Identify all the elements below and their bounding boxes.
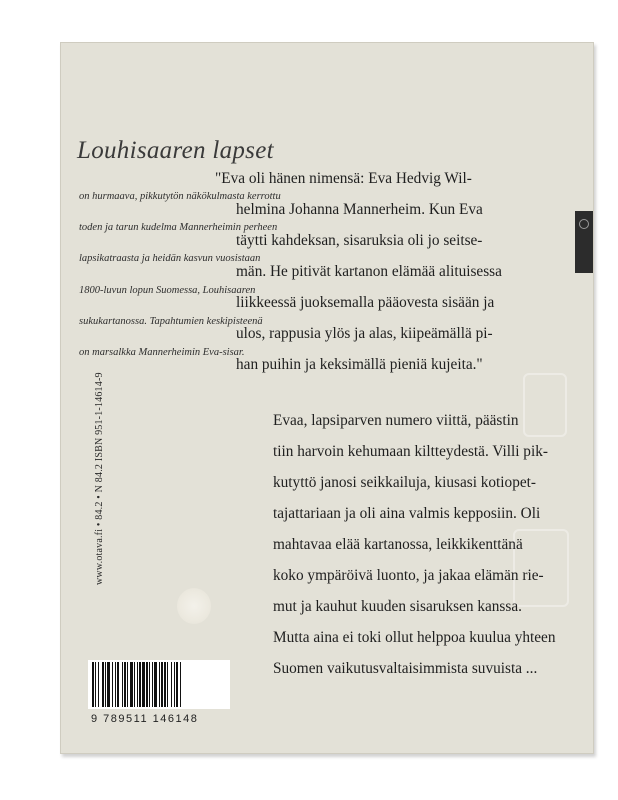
body-line: kutyttö janosi seikkailuja, kiusasi kotiopet- <box>273 474 536 491</box>
blurb-line: 1800-luvun lopun Suomessa, Louhisaaren <box>79 285 256 296</box>
excerpt-line: ulos, rappusia ylös ja alas, kiipeämällä pi- <box>236 325 493 342</box>
excerpt-line: "Eva oli hänen nimensä: Eva Hedvig Wil- <box>215 170 472 187</box>
book-back-cover <box>60 42 594 754</box>
decorative-letter-mark <box>523 373 567 437</box>
cover-stain <box>177 588 211 624</box>
body-line: koko ympäröivä luonto, ja jakaa elämän rie- <box>273 567 544 584</box>
body-line: Evaa, lapsiparven numero viittä, päästin <box>273 412 519 429</box>
excerpt-line: helmina Johanna Mannerheim. Kun Eva <box>236 201 483 218</box>
body-line: Mutta aina ei toki ollut helppoa kuulua yhteen <box>273 629 556 646</box>
body-line: mahtavaa elää kartanossa, leikkikenttänä <box>273 536 523 553</box>
spine-edge <box>575 211 593 273</box>
excerpt-line: män. He pitivät kartanon elämää alituisessa <box>236 263 502 280</box>
barcode <box>88 660 230 709</box>
book-title: Louhisaaren lapset <box>77 137 274 164</box>
blurb-line: sukukartanossa. Tapahtumien keskipisteenä <box>79 316 263 327</box>
excerpt-line: täytti kahdeksan, sisaruksia oli jo seitse- <box>236 232 483 249</box>
body-line: mut ja kauhut kuuden sisaruksen kanssa. <box>273 598 522 615</box>
spine-ornament-icon <box>579 219 589 229</box>
body-line: tajattariaan ja oli aina valmis kepposiin. Oli <box>273 505 541 522</box>
body-line: Suomen vaikutusvaltaisimmista suvuista ... <box>273 660 538 677</box>
barcode-icon <box>88 660 230 709</box>
excerpt-line: han puihin ja keksimällä pieniä kujeita." <box>236 356 483 373</box>
isbn-side-text: www.otava.fi • 84.2 • N 84.2 ISBN 951-1-14614-9 <box>94 372 105 585</box>
blurb-line: on hurmaava, pikkutytön näkökulmasta kerrottu <box>79 191 281 202</box>
excerpt-line: liikkeessä juoksemalla pääovesta sisään ja <box>236 294 495 311</box>
blurb-line: toden ja tarun kudelma Mannerheimin perheen <box>79 222 278 233</box>
blurb-line: on marsalkka Mannerheimin Eva-sisar. <box>79 347 245 358</box>
body-line: tiin harvoin kehumaan kiltteydestä. Villi pik- <box>273 443 548 460</box>
blurb-line: lapsikatraasta ja heidän kasvun vuosistaan <box>79 253 261 264</box>
barcode-number: 9 789511 146148 <box>91 713 199 725</box>
